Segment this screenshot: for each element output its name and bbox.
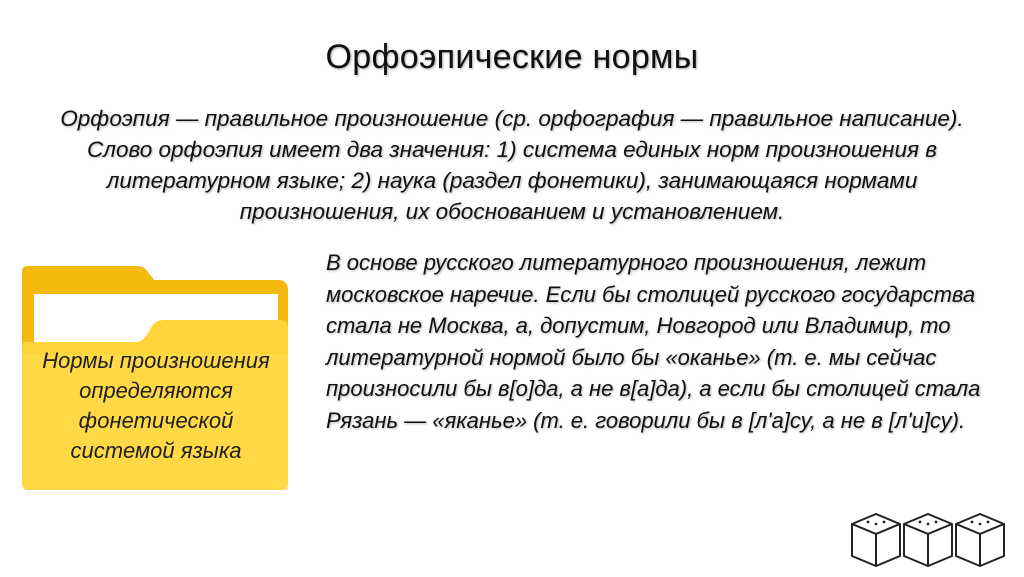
cubes-logo-icon: [846, 502, 1016, 577]
body-paragraph: В основе русского литературного произношения, лежит московское наречие. Если бы столицей русского государства стала не Москва, а, допустим, Новгород или Владимир, то литературной нормой было бы «оканье» (т. е. мы сейчас произносили бы в[о]да, а не в[а]да), а если бы столицей стала Рязань — «яканье» (т. е. говорили бы в [л'а]су, а не в [л'и]су).: [326, 250, 981, 433]
folder-caption: Нормы произношения определяются фонетической системой языка: [42, 348, 270, 463]
definition-paragraph: Орфоэпия — правильное произношение (ср. орфография — правильное написание). Слово орфоэпия имеет два значения: 1) система единых норм произношения в литературном языке; 2) наука (раздел фонетики), занимающаяся нормами произношения, их обоснованием и установлением.: [60, 106, 964, 224]
slide-title: Орфоэпические нормы: [325, 38, 699, 76]
